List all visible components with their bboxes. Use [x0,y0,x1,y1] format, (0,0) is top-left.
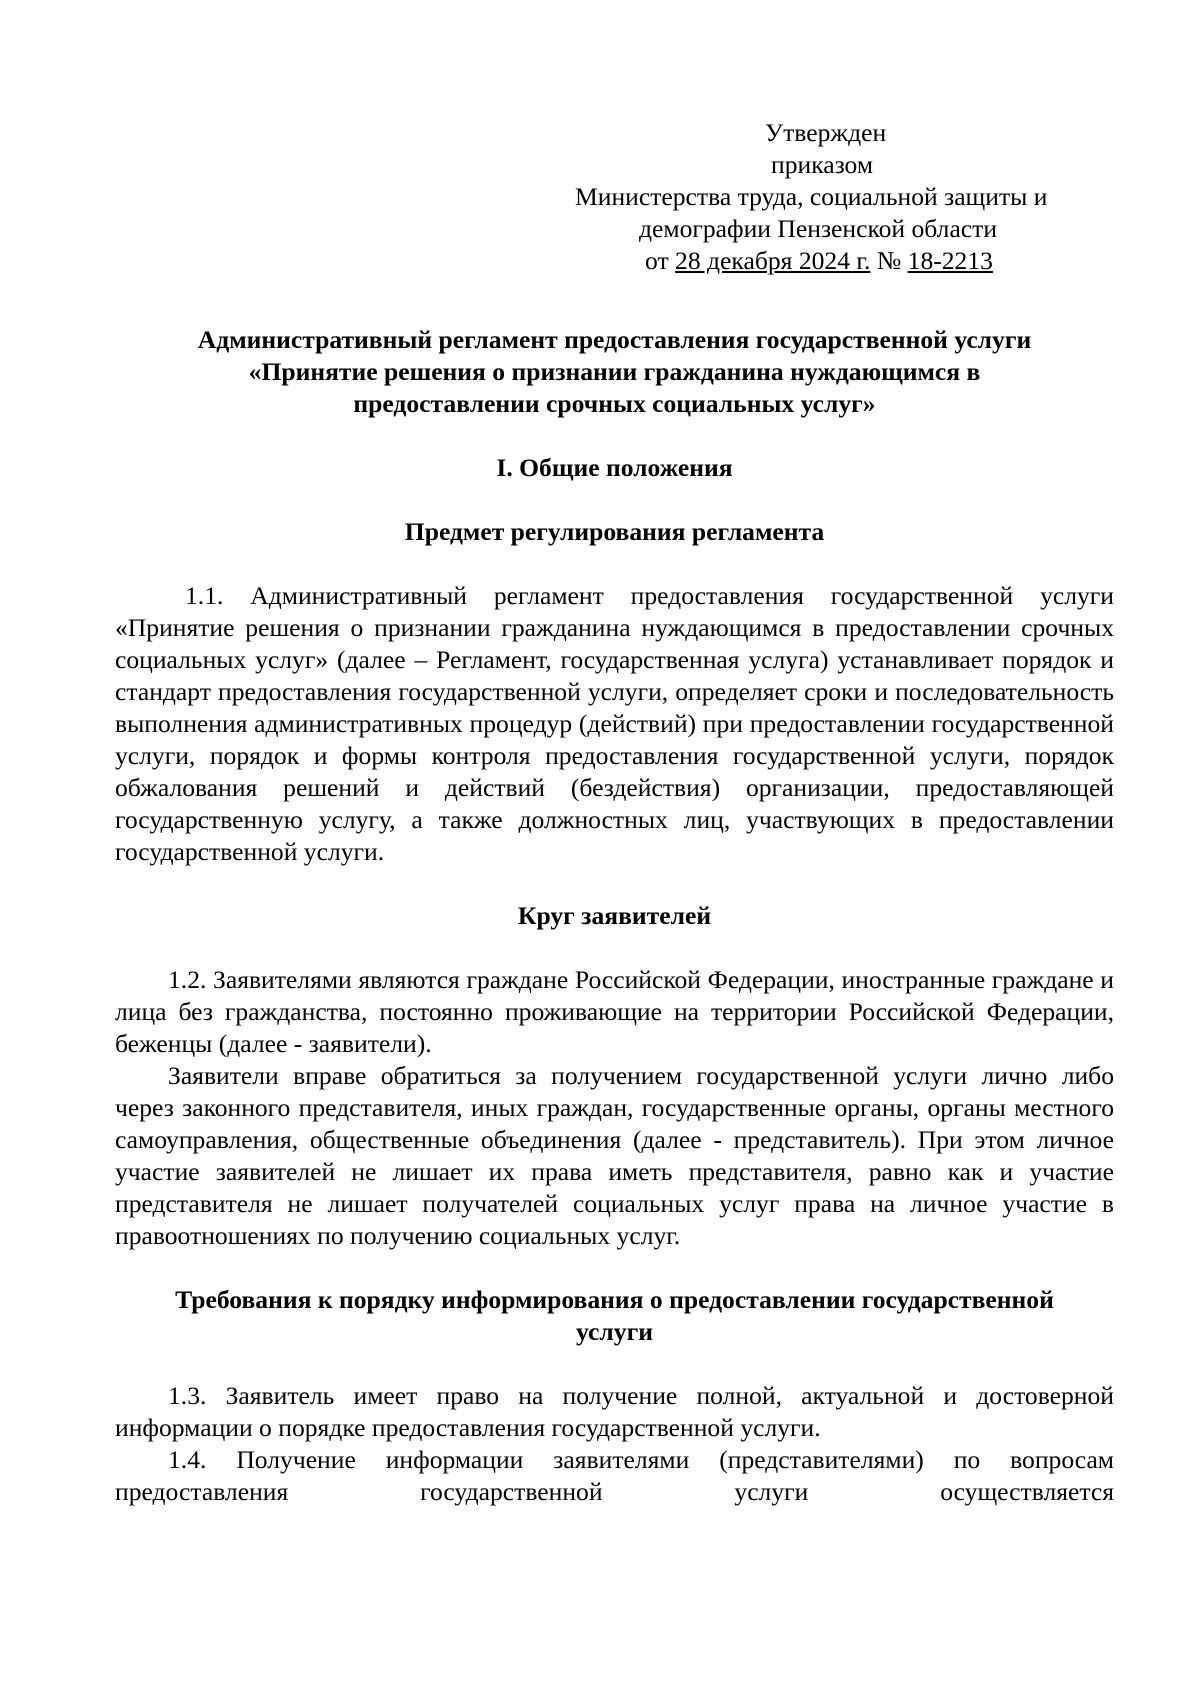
paragraph-1-4: 1.4. Получение информации заявителями (представителями) по вопросам предоставления государственной услуги осуществляется [115,1445,1114,1506]
approval-line-order: приказом [771,150,874,179]
approval-from: от [645,246,676,275]
paragraph-1-3: 1.3. Заявитель имеет право на получение полной, актуальной и достоверной информации о порядке предоставления государственной услуги. [115,1381,1114,1442]
section-heading-general: I. Общие положения [496,453,733,482]
approval-number-sign: № [870,246,908,275]
subheading-informing-line-1: Требования к порядку информирования о предоставлении государственной [175,1285,1054,1314]
document-title [115,324,1114,420]
title-line-3: предоставлении срочных социальных услуг» [353,389,876,418]
title-line-1: Административный регламент предоставления государственной услуги [197,325,1032,354]
paragraph-1-2-representatives: Заявители вправе обратиться за получением государственной услуги лично либо через законного представителя, иных граждан, государственные органы, органы местного самоуправления, общественные объединения (далее - представитель). При этом личное участие заявителей не лишает их права иметь представителя, равно как и участие представителя не лишает получателей социальных услуг права на личное участие в правоотношениях по получению социальных услуг. [115,1061,1114,1250]
approval-block [115,117,1114,277]
paragraph-1-2: 1.2. Заявителями являются граждане Российской Федерации, иностранные граждане и лица без гражданства, постоянно проживающие на территории Российской Федерации, беженцы (далее - заявители). [115,965,1114,1058]
approval-line-date-number [115,245,1114,277]
approval-line-ministry: Министерства труда, социальной защиты и [575,182,1048,211]
subheading-subject: Предмет регулирования регламента [404,517,825,546]
title-line-2: «Принятие решения о признании гражданина нуждающимся в [248,357,981,386]
approval-line-region: демографии Пензенской области [639,214,998,243]
subheading-informing [115,1284,1114,1348]
subheading-applicants: Круг заявителей [517,901,712,930]
subheading-informing-line-2: услуги [576,1317,653,1346]
paragraph-1-1: 1.1. Административный регламент предоставления государственной услуги «Принятие решения о признании гражданина нуждающимся в предоставлении срочных социальных услуг» (далее – Регламент, государственная услуга) устанавливает порядок и стандарт предоставления государственной услуги, определяет сроки и последовательность выполнения административных процедур (действий) при предоставлении государственной услуги, порядок и формы контроля предоставления государственной услуги, порядок обжалования решений и действий (бездействия) организации, предоставляющей государственную услугу, а также должностных лиц, участвующих в предоставлении государственной услуги. [115,581,1114,866]
approval-date: 28 декабря 2024 г. [675,246,871,275]
approval-line-approved: Утвержден [765,118,887,147]
approval-number: 18-2213 [907,246,993,275]
